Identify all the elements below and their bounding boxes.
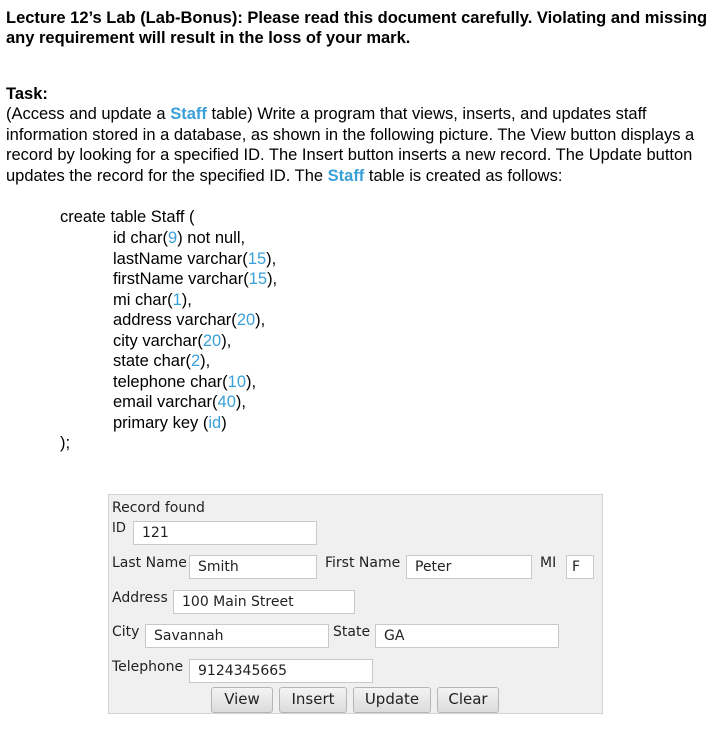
telephone-input[interactable]: 9124345665 [189, 659, 373, 683]
mi-input[interactable]: F [566, 555, 594, 579]
task-description [6, 104, 722, 186]
id-input[interactable]: 121 [133, 521, 317, 545]
address-label: Address [112, 590, 168, 606]
code-create-line: create table Staff ( [60, 208, 195, 226]
first-name-input[interactable]: Peter [406, 555, 532, 579]
code-line: id char(9) not null, [113, 229, 246, 247]
task-title: Task: [6, 85, 48, 103]
telephone-label: Telephone [112, 659, 184, 675]
code-line: mi char(1), [113, 290, 192, 309]
view-button[interactable]: View [211, 687, 273, 713]
clear-button[interactable]: Clear [437, 687, 499, 713]
task-text-3: table is created as follows: [364, 166, 563, 185]
state-input[interactable]: GA [375, 624, 559, 648]
status-label: Record found [112, 500, 205, 516]
task-text-2: table) Write a program that views, inserts, and updates staff information stored in a database, as shown in the following picture. The View button displays a record by looking for a specified ID. The Insert button inserts a new record. The Update button updates the record for the specified ID. The [6, 105, 695, 185]
last-name-input[interactable]: Smith [189, 555, 317, 579]
last-name-label: Last Name [112, 555, 187, 571]
id-label: ID [112, 521, 126, 536]
staff-form-window [108, 494, 603, 714]
code-line: address varchar(20), [113, 311, 266, 329]
code-line: primary key (id) [113, 413, 227, 432]
code-line: city varchar(20), [113, 331, 232, 350]
staff-keyword: Staff [327, 166, 365, 185]
city-label: City [112, 624, 140, 640]
code-close-line: ); [60, 434, 71, 452]
update-button[interactable]: Update [353, 687, 431, 713]
code-line: state char(2), [113, 352, 211, 370]
document-heading: Lecture 12’s Lab (Lab-Bonus): Please read this document carefully. Violating and missing any requirement will result in the loss of your mark. [6, 9, 708, 47]
code-line: firstName varchar(15), [113, 270, 278, 288]
state-label: State [333, 624, 371, 640]
first-name-label: First Name [325, 555, 401, 571]
staff-keyword: Staff [170, 105, 207, 123]
city-input[interactable]: Savannah [145, 624, 329, 648]
code-line: email varchar(40), [113, 393, 246, 411]
code-line: lastName varchar(15), [113, 249, 277, 268]
mi-label: MI [540, 555, 557, 571]
address-input[interactable]: 100 Main Street [173, 590, 355, 614]
task-text-1: (Access and update a [6, 105, 171, 123]
insert-button[interactable]: Insert [279, 687, 347, 713]
code-line: telephone char(10), [113, 372, 257, 391]
